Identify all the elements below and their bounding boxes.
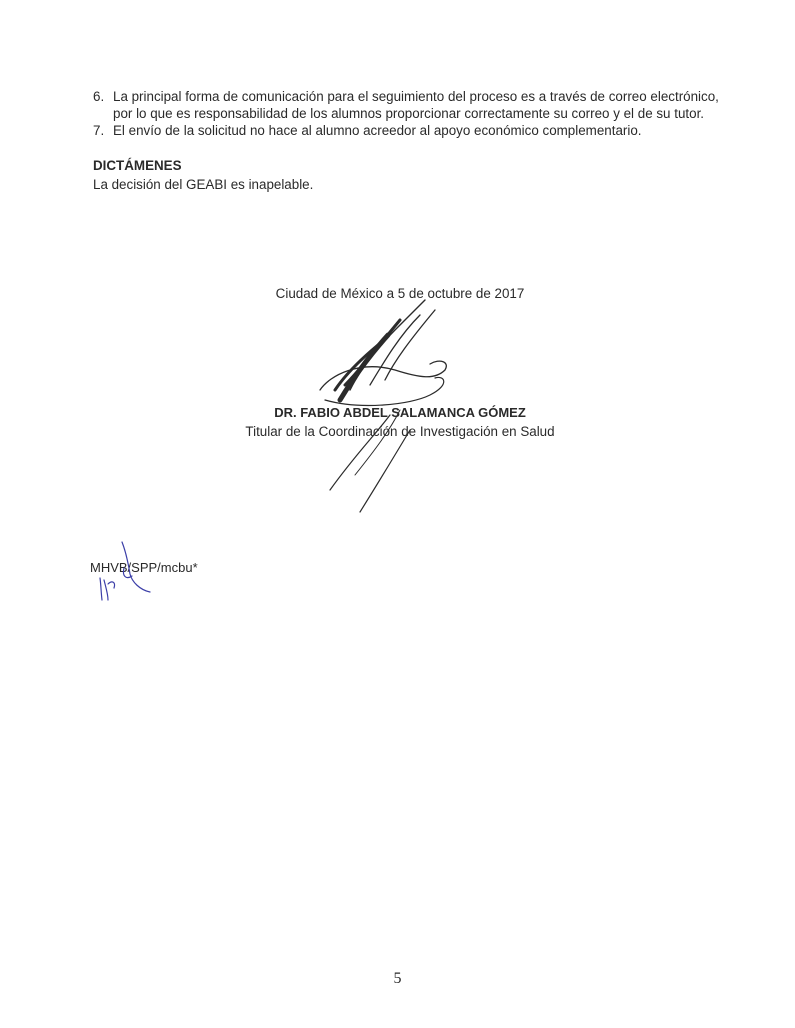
section-text: La decisión del GEABI es inapelable. (93, 177, 314, 192)
section-title: DICTÁMENES (93, 158, 182, 173)
list-item-line: por lo que es responsabilidad de los alumnos proporcionar correctamente su correo y el de su tutor. (113, 106, 705, 121)
page-number: 5 (393, 970, 402, 987)
list-item-number: 6. (93, 89, 105, 104)
numbered-list (93, 88, 733, 139)
signer-title: Titular de la Coordinación de Investigación en Salud (245, 424, 555, 439)
place-date: Ciudad de México a 5 de octubre de 2017 (275, 286, 525, 301)
list-item-line: La principal forma de comunicación para el seguimiento del proceso es a través de correo electrónico, (113, 89, 719, 104)
list-item (93, 88, 733, 122)
signer-name: DR. FABIO ABDEL SALAMANCA GÓMEZ (274, 405, 526, 420)
list-item (93, 122, 733, 139)
list-item-line: El envío de la solicitud no hace al alumno acreedor al apoyo económico complementario. (113, 123, 642, 138)
signature-image (300, 290, 470, 515)
initials: MHVB/SPP/mcbu* (90, 560, 198, 575)
list-item-number: 7. (93, 123, 105, 138)
